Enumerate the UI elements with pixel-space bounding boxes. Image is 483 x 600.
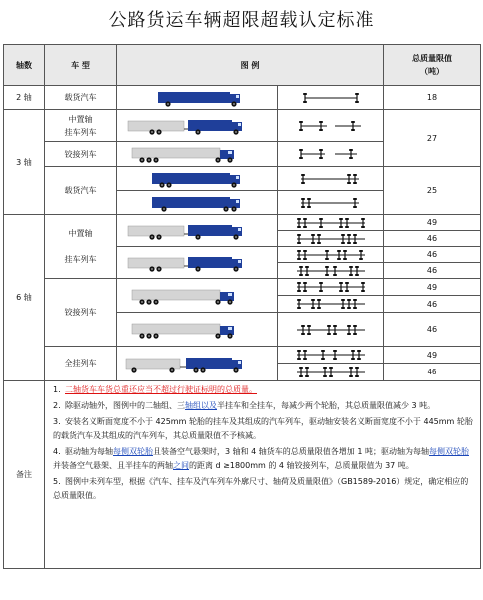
axle-diagram: [278, 263, 384, 279]
axle-diagram-icon: [291, 147, 371, 161]
mass-limit: 25: [384, 167, 481, 215]
axle-diagram: [278, 347, 384, 364]
axle-count: 3 轴: [4, 110, 45, 215]
vehicle-picture: [117, 142, 278, 167]
vehicle-type: 全挂列车: [45, 347, 117, 381]
notes-content: [45, 381, 481, 569]
mass-limit: 46: [384, 296, 481, 313]
axle-diagram-icon: [291, 172, 371, 186]
table-row: [4, 347, 481, 364]
axle-diagram: [278, 296, 384, 313]
axle-diagram: [278, 86, 384, 110]
table-row: [4, 215, 481, 231]
full-trailer-icon: [122, 355, 272, 373]
note-item: 2. 除驱动轴外，图例中的二轴组、三轴组以及半挂车和全挂车，每减少两个轮胎，其总质量限值减少 3 吨。: [53, 401, 436, 410]
truck-trailer-icon: [122, 117, 272, 135]
vehicle-type: 载货汽车: [45, 167, 117, 215]
header-axles: 轴数: [4, 45, 45, 86]
semi-trailer-icon: [122, 321, 272, 339]
vehicle-type: 载货汽车: [45, 86, 117, 110]
mass-limit: 46: [384, 247, 481, 263]
axle-diagram-icon: [291, 349, 371, 361]
mass-limit: 46: [384, 313, 481, 347]
mass-limit: 46: [384, 263, 481, 279]
mass-limit: 46: [384, 364, 481, 381]
axle-diagram: [278, 313, 384, 347]
mass-limit: 18: [384, 86, 481, 110]
axle-diagram-icon: [291, 265, 371, 277]
axle-diagram: [278, 191, 384, 215]
truck-icon: [122, 170, 272, 188]
header-diagram: 图 例: [117, 45, 384, 86]
vehicle-type: 中置轴 挂车列车: [45, 215, 117, 279]
vehicle-type: 铰接列车: [45, 279, 117, 347]
vehicle-picture: [117, 247, 278, 279]
header-limit: 总质量限值 （吨）: [384, 45, 481, 86]
page-title: 公路货运车辆超限超载认定标准: [108, 10, 375, 31]
table-row: [4, 279, 481, 296]
vehicle-picture: [117, 110, 278, 142]
note-item: 4. 驱动轴为每轴每侧双轮胎且装备空气悬架时，3 轴和 4 轴货车的总质量限值各增加 1 吨；驱动轴为每轴每侧双轮胎并装备空气悬架、且半挂车的两轴之间的距离 d ≥1800mm 的 4 轴铰接列车，总质量限值为 37 吨。: [53, 447, 469, 470]
truck-icon: [122, 194, 272, 212]
vehicle-picture: [117, 313, 278, 347]
header-type: 车 型: [45, 45, 117, 86]
note-item: 3. 安装名义断面宽度不小于 425mm 轮胎的挂车及其组成的汽车列车，驱动轴安装名义断面宽度不小于 445mm 轮胎的载货汽车及其组成的汽车列车，其总质量限值不予核减。: [53, 417, 473, 440]
axle-diagram-icon: [291, 119, 371, 133]
semi-trailer-icon: [122, 287, 272, 305]
vehicle-picture: [117, 191, 278, 215]
axle-diagram: [278, 231, 384, 247]
axle-diagram: [278, 167, 384, 191]
axle-diagram: [278, 247, 384, 263]
axle-diagram: [278, 142, 384, 167]
axle-diagram-icon: [291, 298, 371, 310]
mass-limit: 49: [384, 347, 481, 364]
axle-diagram: [278, 110, 384, 142]
axle-diagram-icon: [291, 91, 371, 105]
axle-diagram-icon: [291, 233, 371, 245]
truck-trailer-icon: [122, 222, 272, 240]
axle-diagram-icon: [291, 217, 371, 229]
mass-limit: 46: [384, 231, 481, 247]
axle-diagram: [278, 279, 384, 296]
vehicle-type: 中置轴 挂车列车: [45, 110, 117, 142]
table-row: [4, 86, 481, 110]
mass-limit: 49: [384, 279, 481, 296]
semi-trailer-icon: [122, 145, 272, 163]
truck-trailer-icon: [122, 254, 272, 272]
note-item: 5. 图例中未列车型，根据《汽车、挂车及汽车列车外廓尺寸、轴荷及质量限值》（GB1589-2016）规定，确定相应的总质量限值。: [53, 477, 469, 500]
axle-count: 2 轴: [4, 86, 45, 110]
table-row: [4, 167, 481, 191]
vehicle-picture: [117, 167, 278, 191]
axle-diagram-icon: [291, 196, 371, 210]
notes-row: [4, 381, 481, 569]
axle-diagram-icon: [291, 366, 371, 378]
mass-limit: 49: [384, 215, 481, 231]
vehicle-picture: [117, 347, 278, 381]
axle-diagram: [278, 364, 384, 381]
axle-diagram-icon: [291, 249, 371, 261]
vehicle-picture: [117, 215, 278, 247]
axle-diagram: [278, 215, 384, 231]
truck-icon: [122, 89, 272, 107]
vehicle-picture: [117, 279, 278, 313]
vehicle-picture: [117, 86, 278, 110]
axle-count: 6 轴: [4, 215, 45, 381]
axle-diagram-icon: [291, 281, 371, 293]
vehicle-type: 铰接列车: [45, 142, 117, 167]
mass-limit: 27: [384, 110, 481, 167]
table-header: [4, 45, 481, 86]
table-row: [4, 110, 481, 142]
notes-label: 备注: [4, 381, 45, 569]
standard-table: [3, 44, 481, 569]
note-item: 1. 二轴货车车货总重还应当不超过行驶证标明的总质量。: [53, 385, 257, 394]
axle-diagram-icon: [291, 324, 371, 336]
